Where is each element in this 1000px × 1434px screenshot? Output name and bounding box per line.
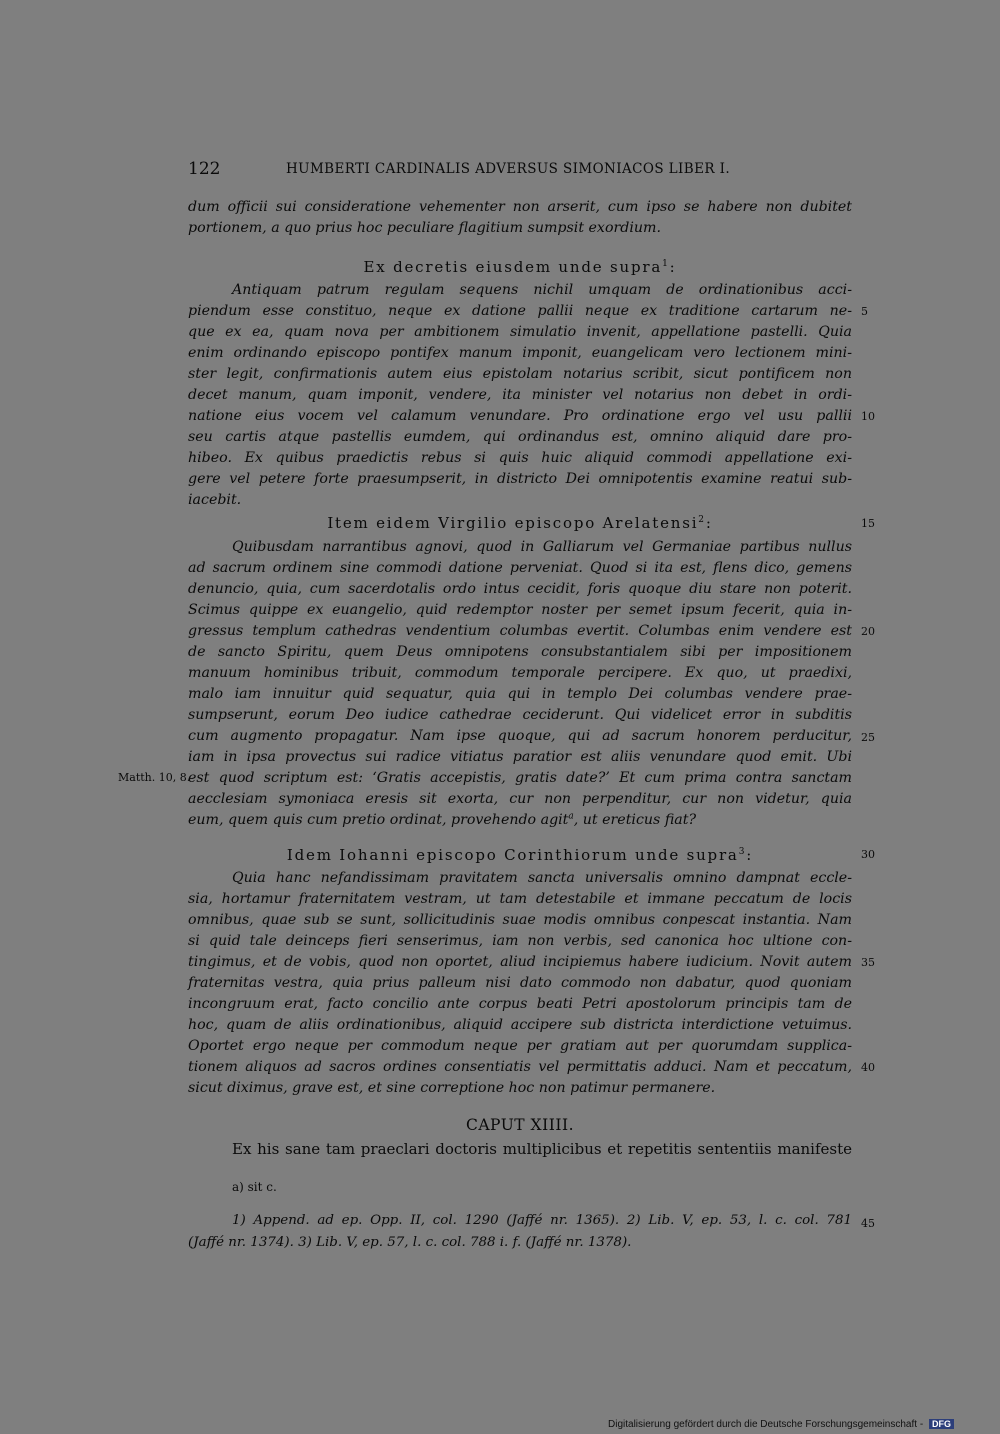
- text-line: sumpserunt, eorum Deo iudice cathedrae ceciderunt. Qui videlicet error in subditis: [188, 707, 852, 723]
- text-line: Scimus quippe ex euangelio, quid redemptor noster per semet ipsum fecerit, quia in-: [188, 602, 852, 618]
- text-line: sia, hortamur fraternitatem vestram, ut tam detestabile et immane peccatum de locis: [188, 891, 852, 907]
- text-line: est quod scriptum est: ‘Gratis accepistis, gratis date?’ Et cum prima contra sanctam: [188, 770, 852, 786]
- text-line: de sancto Spiritu, quem Deus omnipotens consubstantialem sibi per impositionem: [188, 644, 852, 660]
- text-line: tionem aliquos ad sacros ordines consentiatis vel permittatis adduci. Nam et peccatum,: [188, 1059, 852, 1075]
- text-line: iam in ipsa provectus sui radice vitiatus paratior est aliis venundare quod emit. Ubi: [188, 749, 852, 765]
- line-number: 25: [861, 731, 875, 744]
- page-header: [188, 159, 852, 183]
- footnote-ref: 3: [738, 847, 747, 857]
- text-line: Quia hanc nefandissimam pravitatem sancta universalis omnino dampnat eccle-: [232, 870, 852, 886]
- footnote-line: 1) Append. ad ep. Opp. II, col. 1290 (Jaffé nr. 1365). 2) Lib. V, ep. 53, l. c. col. 781: [232, 1213, 852, 1228]
- variant-ref: a: [568, 811, 574, 822]
- text-line: sicut diximus, grave est, et sine correptione hoc non patimur permanere.: [188, 1080, 716, 1096]
- text-line: omnibus, quae sub se sunt, sollicitudinis suae modis omnibus conpescat instantia. Nam: [188, 912, 852, 928]
- text-line: ad sacrum ordinem sine commodi datione perveniat. Quod si ita est, flens dico, gemens: [188, 560, 852, 576]
- line-number: 20: [861, 625, 875, 638]
- chapter-text-line: Ex his sane tam praeclari doctoris multiplicibus et repetitis sententiis manifeste: [232, 1140, 852, 1158]
- line-number: 5: [861, 305, 868, 318]
- line-number: 35: [861, 956, 875, 969]
- line-number: 15: [861, 517, 875, 530]
- running-title: HUMBERTI CARDINALIS ADVERSUS SIMONIACOS LIBER I.: [286, 161, 731, 177]
- footnote-ref: 1: [662, 259, 670, 269]
- text-line: eum, quem quis cum pretio ordinat, provehendo agit$^a$, ut ereticus fiat?: [188, 811, 697, 828]
- chapter-title: CAPUT XIIII.: [466, 1116, 574, 1134]
- dfg-logo: DFG: [929, 1419, 954, 1429]
- text-line: malo iam innuitur quid sequatur, quia qui in templo Dei columbas vendere prae-: [188, 686, 852, 702]
- text-line: tingimus, et de vobis, quod non oportet, aliud incipiemus habere iudicium. Novit autem: [188, 954, 852, 970]
- text-line: natione eius vocem vel calamum venundare. Pro ordinatione ergo vel usu pallii: [188, 408, 852, 424]
- section-heading: Idem Iohanni episcopo Corinthiorum unde supra$^3$:: [286, 846, 754, 864]
- text-line: gere vel petere forte praesumpserit, in districto Dei omnipotentis examine reatui sub-: [188, 471, 852, 487]
- text-line: ster legit, confirmationis autem eius epistolam notarius scribit, sicut pontificem non: [188, 366, 852, 382]
- text-line: fraternitas vestra, quia prius palleum nisi dato commodo non dabatur, quod quoniam: [188, 975, 852, 991]
- text-line: piendum esse constituo, neque ex datione pallii neque ex traditione cartarum ne-: [188, 303, 852, 319]
- text-line: denuncio, quia, cum sacerdotalis ordo intus cecidit, foris quoque diu stare non poterit.: [188, 581, 852, 597]
- footnote-ref: 2: [698, 515, 706, 525]
- text-line: hibeo. Ex quibus praedictis rebus si quis huic aliquid commodi appellatione exi-: [188, 450, 852, 466]
- text-line: Oportet ergo neque per commodum neque per gratiam aut per quorumdam supplica-: [188, 1038, 852, 1054]
- text-line: Antiquam patrum regulam sequens nichil umquam de ordinationibus acci-: [232, 282, 852, 298]
- section-heading: Ex decretis eiusdem unde supra$^1$:: [363, 258, 677, 276]
- page-number: 122: [188, 159, 221, 179]
- text-line: portionem, a quo prius hoc peculiare flagitium sumpsit exordium.: [188, 220, 661, 236]
- line-number: 40: [861, 1061, 875, 1074]
- margin-reference: Matth. 10, 8.: [118, 771, 191, 784]
- text-line: hoc, quam de aliis ordinationibus, aliquid accipere sub districta interdictione vetuimus.: [188, 1017, 852, 1033]
- section-heading: Item eidem Virgilio episcopo Arelatensi$^2$:: [327, 514, 713, 532]
- text-line: si quid tale deinceps fieri senserimus, iam non verbis, sed canonica hoc ultione con-: [188, 933, 852, 949]
- text-line: decet manum, quam imponit, vendere, ita minister vel notarius non debet in ordi-: [188, 387, 852, 403]
- text-line: dum officii sui consideratione vehementer non arserit, cum ipso se habere non dubitet: [188, 199, 852, 215]
- text-line: cum augmento propagatur. Nam ipse quoque, qui ad sacrum honorem perducitur,: [188, 728, 852, 744]
- line-number: 45: [861, 1217, 875, 1230]
- line-number: 10: [861, 410, 875, 423]
- text-line: enim ordinando episcopo pontifex manum imponit, euangelicam vero lectionem mini-: [188, 345, 852, 361]
- text-line: que ex ea, quam nova per ambitionem simulatio invenit, appellatione pastelli. Quia: [188, 324, 852, 340]
- variant-note: a) sit c.: [232, 1180, 277, 1194]
- text-line: seu cartis atque pastellis eumdem, qui ordinandus est, omnino aliquid dare pro-: [188, 429, 852, 445]
- text-line: gressus templum cathedras vendentium columbas evertit. Columbas enim vendere est: [188, 623, 852, 639]
- text-line: manuum hominibus tribuit, commodum temporale percipere. Ex quo, ut praedixi,: [188, 665, 852, 681]
- text-line: incongruum erat, facto concilio ante corpus beati Petri apostolorum principis tam de: [188, 996, 852, 1012]
- footer-text: Digitalisierung gefördert durch die Deutsche Forschungsgemeinschaft -: [608, 1419, 924, 1430]
- text-line: aecclesiam symoniaca eresis sit exorta, cur non perpenditur, cur non videtur, quia: [188, 791, 852, 807]
- text-line: iacebit.: [188, 492, 242, 508]
- line-number: 30: [861, 848, 875, 861]
- text-line: Quibusdam narrantibus agnovi, quod in Galliarum vel Germaniae partibus nullus: [232, 539, 852, 555]
- footnote-line: (Jaffé nr. 1374). 3) Lib. V, ep. 57, l. c. col. 788 i. f. (Jaffé nr. 1378).: [188, 1235, 632, 1250]
- footer-credit: [608, 1419, 954, 1430]
